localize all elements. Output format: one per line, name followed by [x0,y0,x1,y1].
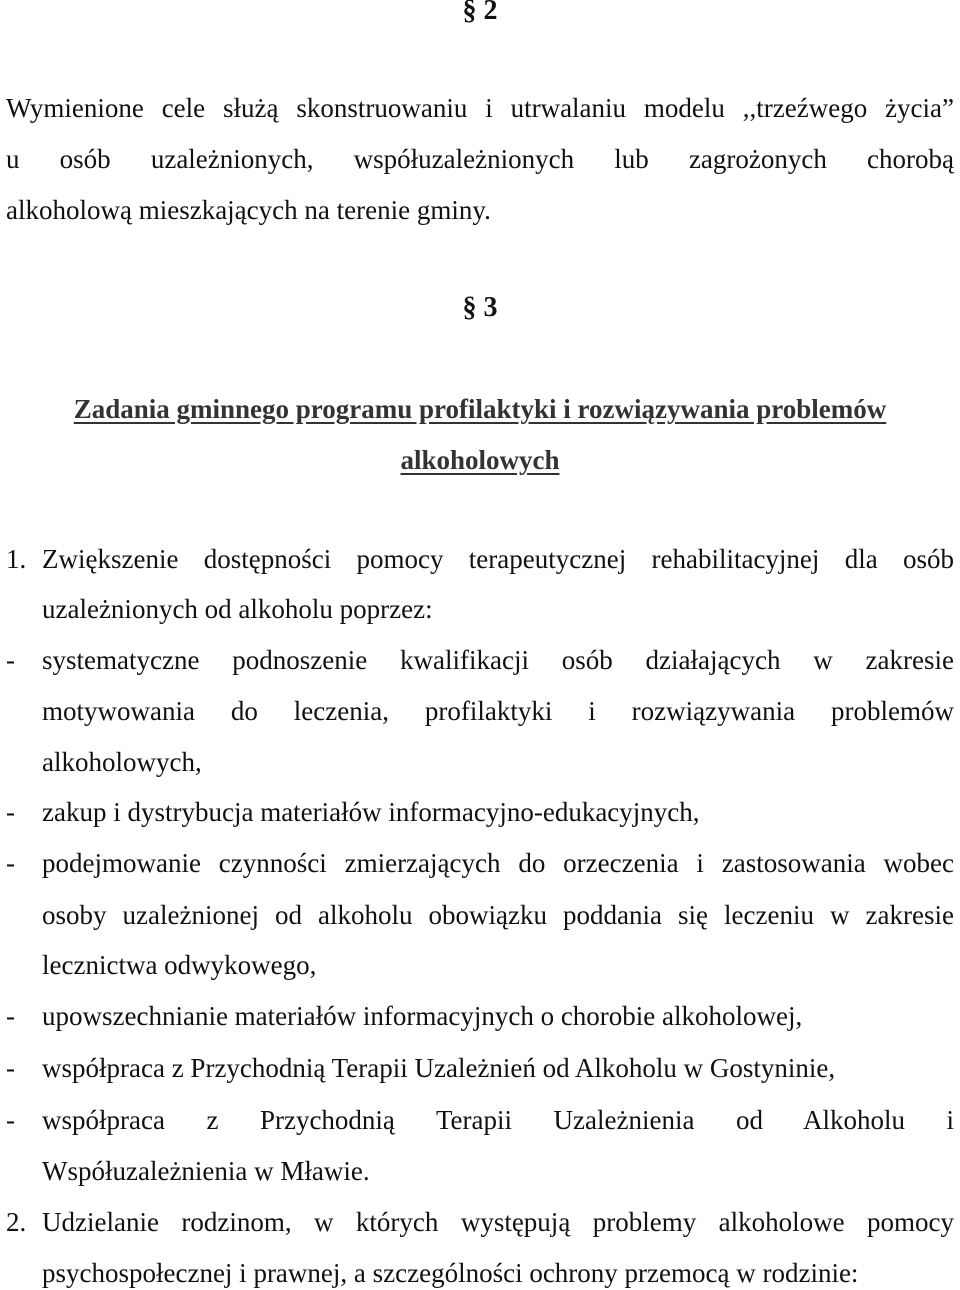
bullet-1-line-3: alkoholowych, [42,747,202,777]
bullet-3-line-1: podejmowanie czynności zmierzających do orzeczenia i zastosowania wobec [42,848,954,878]
bullet-2-line-1: zakup i dystrybucja materiałów informacyjno-edukacyjnych, [42,797,700,827]
task-1-line-1: Zwiększenie dostępności pomocy terapeutycznej rehabilitacyjnej dla osób [42,544,954,574]
section-3-heading-line-2: alkoholowych [400,445,560,475]
task-1-line-2: uzależnionych od alkoholu poprzez: [42,594,433,624]
bullet-dash: - [6,1105,15,1135]
task-2-number: 2. [6,1207,27,1237]
intro-line-1: Wymienione cele służą skonstruowaniu i utrwalaniu modelu ,,trzeźwego życia” [6,93,954,123]
bullet-5-line-1: współpraca z Przychodnią Terapii Uzależnień od Alkoholu w Gostyninie, [42,1053,836,1083]
bullet-1-line-2: motywowania do leczenia, profilaktyki i rozwiązywania problemów [42,696,954,726]
bullet-4-line-1: upowszechnianie materiałów informacyjnych o chorobie alkoholowej, [42,1001,803,1031]
bullet-dash: - [6,848,15,878]
bullet-3-line-2: osoby uzależnionej od alkoholu obowiązku poddania się leczeniu w zakresie [42,900,954,930]
bullet-dash: - [6,1001,15,1031]
task-2-line-2: psychospołecznej i prawnej, a szczególności ochrony przemocą w rodzinie: [42,1258,859,1288]
bullet-dash: - [6,645,15,675]
section-3-heading-line-1: Zadania gminnego programu profilaktyki i rozwiązywania problemów [73,394,887,424]
bullet-6-line-1: współpraca z Przychodnią Terapii Uzależnienia od Alkoholu i [42,1105,954,1135]
task-1-number: 1. [6,544,27,574]
section-2-mark: § 2 [462,0,498,26]
bullet-dash: - [6,797,15,827]
bullet-3-line-3: lecznictwa odwykowego, [42,950,317,980]
bullet-1-line-1: systematyczne podnoszenie kwalifikacji osób działających w zakresie [42,645,954,675]
intro-line-2: u osób uzależnionych, współuzależnionych lub zagrożonych chorobą [6,144,954,174]
bullet-dash: - [6,1053,15,1083]
intro-line-3: alkoholową mieszkających na terenie gminy. [6,195,491,225]
task-2-line-1: Udzielanie rodzinom, w których występują problemy alkoholowe pomocy [42,1207,954,1237]
section-3-mark: § 3 [462,292,498,323]
bullet-6-line-2: Współuzależnienia w Mławie. [42,1156,370,1186]
